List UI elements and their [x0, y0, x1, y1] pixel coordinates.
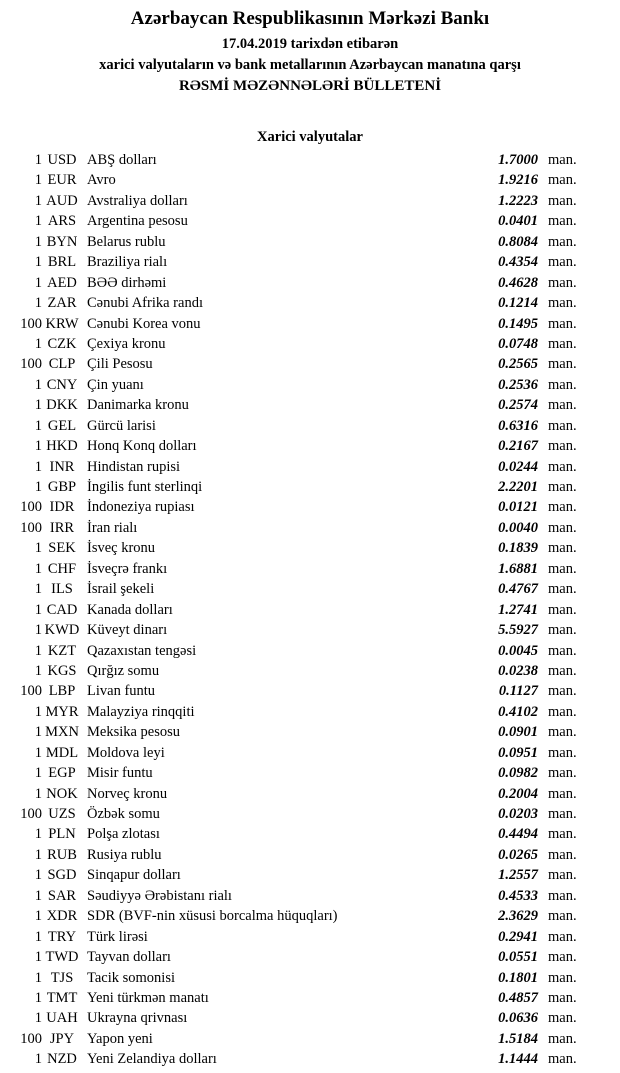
currency-unit: man.: [548, 560, 577, 577]
currency-unit: man.: [548, 703, 577, 720]
currency-name: İran rialı: [87, 519, 138, 536]
currency-rate: 1.2741: [498, 601, 538, 618]
currency-name: Tacik somonisi: [87, 969, 175, 986]
currency-unit: man.: [548, 315, 577, 332]
currency-name: Belarus rublu: [87, 233, 166, 250]
table-row: [0, 947, 620, 967]
currency-code: TJS: [50, 969, 74, 986]
currency-code: KRW: [45, 315, 79, 332]
currency-name: Çexiya kronu: [87, 335, 166, 352]
currency-name: Danimarka kronu: [87, 397, 189, 414]
currency-qty: 1: [34, 969, 42, 986]
bulletin-name: RƏSMİ MƏZƏNNƏLƏRİ BÜLLETENİ: [178, 78, 442, 94]
currency-unit: man.: [548, 172, 577, 189]
currency-unit: man.: [548, 458, 577, 475]
currency-name: Qırğız somu: [87, 662, 160, 679]
currency-unit: man.: [548, 192, 577, 209]
currency-qty: 1: [34, 765, 42, 782]
currency-qty: 100: [20, 315, 42, 332]
table-row: [0, 681, 620, 701]
currency-name: BƏƏ dirhəmi: [87, 274, 167, 291]
currency-code: USD: [47, 152, 77, 168]
currency-unit: man.: [548, 1010, 577, 1027]
currency-unit: man.: [548, 274, 577, 291]
currency-code: TWD: [45, 949, 79, 966]
currency-code: EGP: [48, 765, 76, 782]
table-row: [0, 395, 620, 415]
table-row: [0, 436, 620, 456]
table-row: [0, 191, 620, 211]
currency-unit: man.: [548, 1030, 577, 1047]
currency-rate: 0.1801: [498, 969, 538, 986]
currency-rate: 0.0901: [498, 724, 538, 741]
currency-unit: man.: [548, 581, 577, 598]
currency-name: Ukrayna qrivnası: [87, 1010, 188, 1027]
currency-qty: 1: [34, 540, 42, 557]
currency-qty: 100: [20, 1030, 42, 1047]
table-row: [0, 170, 620, 190]
table-row: [0, 314, 620, 334]
currency-rate: 0.0121: [498, 499, 538, 516]
currency-qty: 1: [34, 928, 42, 945]
currency-rate: 0.1839: [498, 540, 538, 557]
currency-qty: 1: [34, 887, 42, 904]
currency-unit: man.: [548, 356, 577, 373]
currency-rate: 0.2941: [498, 928, 538, 945]
currency-name: Səudiyyə Ərəbistanı rialı: [87, 887, 232, 904]
currency-name: Özbək somu: [87, 806, 160, 822]
currency-rate: 1.1444: [498, 1051, 538, 1068]
currency-rate: 0.4857: [498, 989, 538, 1006]
currency-qty: 1: [34, 560, 42, 577]
currency-unit: man.: [548, 662, 577, 679]
currency-qty: 1: [34, 662, 42, 679]
table-row: [0, 641, 620, 661]
currency-qty: 1: [34, 785, 42, 802]
currency-qty: 1: [34, 172, 42, 189]
currency-code: TMT: [46, 989, 78, 1006]
currency-unit: man.: [548, 152, 577, 168]
currency-code: MXN: [45, 724, 79, 741]
table-row: [0, 661, 620, 681]
currency-rate: 0.4102: [498, 703, 538, 720]
currency-qty: 1: [34, 335, 42, 352]
currency-qty: 1: [34, 213, 42, 230]
currency-qty: 1: [34, 417, 42, 434]
table-row: [0, 375, 620, 395]
section-title-foreign-currencies: Xarici valyutalar: [257, 129, 363, 145]
currency-unit: man.: [548, 397, 577, 414]
currency-rate: 0.0244: [498, 458, 538, 475]
currency-qty: 1: [34, 703, 42, 720]
currency-name: Yapon yeni: [87, 1030, 153, 1047]
currency-unit: man.: [548, 969, 577, 986]
currency-qty: 1: [34, 846, 42, 863]
currency-name: İndoneziya rupiası: [87, 499, 195, 516]
currency-rate: 0.4628: [498, 274, 538, 291]
currency-rate: 1.7000: [498, 152, 538, 168]
currency-code: SGD: [47, 867, 77, 884]
currency-name: Malayziya rinqqiti: [87, 703, 195, 720]
currency-name: Qazaxıstan tengəsi: [87, 642, 197, 659]
table-row: [0, 988, 620, 1008]
currency-qty: 1: [34, 724, 42, 741]
table-row: [0, 579, 620, 599]
table-row: [0, 150, 620, 170]
currency-code: PLN: [48, 826, 76, 843]
currency-code: GBP: [47, 479, 77, 495]
currency-code: DKK: [46, 397, 78, 414]
currency-name: Moldova leyi: [87, 744, 165, 761]
table-row: [0, 273, 620, 293]
currency-name: Livan funtu: [87, 683, 156, 700]
currency-code: AED: [47, 274, 77, 291]
currency-rate: 1.2223: [498, 192, 538, 209]
currency-rate: 1.5184: [498, 1030, 538, 1047]
table-row: [0, 763, 620, 783]
table-row: [0, 211, 620, 231]
currency-qty: 1: [34, 274, 42, 291]
table-row: [0, 906, 620, 926]
currency-qty: 1: [34, 397, 42, 414]
currency-qty: 100: [20, 683, 42, 700]
currency-unit: man.: [548, 887, 577, 904]
table-row: [0, 1008, 620, 1028]
currency-rate: 0.0748: [498, 335, 538, 352]
currency-rate: 0.0401: [498, 213, 538, 230]
currency-unit: man.: [548, 417, 577, 434]
currency-qty: 1: [34, 254, 42, 271]
currency-unit: man.: [548, 438, 577, 455]
table-row: [0, 968, 620, 988]
currency-name: Honq Konq dolları: [87, 438, 197, 455]
currency-unit: man.: [548, 642, 577, 659]
currency-unit: man.: [548, 1051, 577, 1068]
currency-rate: 0.0040: [498, 519, 538, 536]
currency-name: Çin yuanı: [87, 376, 144, 393]
currency-unit: man.: [548, 949, 577, 966]
table-row: [0, 293, 620, 313]
currency-name: Avro: [87, 172, 116, 189]
currency-qty: 100: [20, 499, 42, 516]
table-row: [0, 334, 620, 354]
bulletin-subtitle: xarici valyutaların və bank metallarının Azərbaycan manatına qarşı: [99, 57, 521, 73]
currency-rate: 0.6316: [498, 417, 538, 434]
currency-qty: 1: [34, 233, 42, 250]
currency-name: Norveç kronu: [87, 785, 168, 802]
currency-code: XDR: [46, 908, 78, 925]
currency-qty: 1: [34, 192, 42, 209]
currency-qty: 100: [20, 356, 42, 373]
bank-title: Azərbaycan Respublikasının Mərkəzi Bankı: [130, 8, 490, 29]
currency-rate: 0.0045: [498, 642, 538, 659]
currency-unit: man.: [548, 622, 577, 639]
currency-unit: man.: [548, 785, 577, 802]
currency-rate: 0.1495: [498, 315, 538, 332]
currency-rate: 0.0551: [498, 949, 538, 966]
currency-code: AUD: [46, 192, 78, 209]
currency-code: TRY: [47, 928, 77, 945]
currency-unit: man.: [548, 479, 577, 495]
bulletin-header: [0, 0, 620, 96]
currency-code: CAD: [46, 601, 78, 618]
table-row: [0, 784, 620, 804]
currency-rate: 1.6881: [498, 560, 538, 577]
currency-qty: 1: [34, 458, 42, 475]
currency-code: INR: [49, 458, 75, 475]
currency-rate: 0.0265: [498, 846, 538, 863]
currency-unit: man.: [548, 213, 577, 230]
currency-code: ZAR: [47, 295, 77, 312]
currency-name: Yeni türkmən manatı: [87, 989, 209, 1006]
currency-unit: man.: [548, 376, 577, 393]
currency-name: Hindistan rupisi: [87, 458, 181, 475]
currency-qty: 1: [34, 744, 42, 761]
currency-name: İngilis funt sterlinqi: [87, 479, 203, 495]
currency-unit: man.: [548, 499, 577, 516]
currency-qty: 100: [20, 806, 42, 822]
currency-rate: 2.2201: [498, 479, 538, 495]
table-row: [0, 743, 620, 763]
table-row: [0, 559, 620, 579]
currency-code: NOK: [46, 785, 78, 802]
currency-rate: 0.2574: [498, 397, 538, 414]
currency-rate: 0.0636: [498, 1010, 538, 1027]
currency-unit: man.: [548, 989, 577, 1006]
table-row: [0, 416, 620, 436]
currency-rate: 0.0203: [498, 806, 538, 822]
currency-name: Meksika pesosu: [87, 724, 181, 741]
currency-rate: 0.1127: [498, 683, 538, 700]
currency-name: Kanada dolları: [87, 601, 173, 618]
currency-unit: man.: [548, 519, 577, 536]
currency-rate: 0.0238: [498, 662, 538, 679]
table-row: [0, 824, 620, 844]
currency-code: LBP: [48, 683, 76, 700]
currency-qty: 1: [34, 949, 42, 966]
currency-unit: man.: [548, 908, 577, 925]
currency-name: Tayvan dolları: [87, 949, 171, 966]
currency-rate: 0.2167: [498, 438, 538, 455]
currency-name: Küveyt dinarı: [87, 622, 168, 639]
currency-unit: man.: [548, 233, 577, 250]
currency-qty: 1: [34, 642, 42, 659]
currency-unit: man.: [548, 806, 577, 822]
currency-rate: 2.3629: [498, 908, 538, 925]
table-row: [0, 232, 620, 252]
currency-qty: 1: [34, 601, 42, 618]
currency-code: IRR: [49, 519, 75, 536]
currency-name: Rusiya rublu: [87, 846, 162, 863]
currency-code: KZT: [47, 642, 77, 659]
currency-code: CLP: [48, 356, 76, 373]
currency-code: JPY: [49, 1030, 75, 1047]
currency-name: Yeni Zelandiya dolları: [87, 1051, 217, 1068]
currency-code: GEL: [47, 417, 77, 434]
currency-qty: 100: [20, 519, 42, 536]
table-row: [0, 722, 620, 742]
currency-code: MDL: [45, 744, 79, 761]
currency-qty: 1: [34, 867, 42, 884]
currency-rate: 0.4767: [498, 581, 538, 598]
currency-qty: 1: [34, 295, 42, 312]
currency-code: BYN: [46, 233, 78, 250]
currency-rate: 0.2004: [498, 785, 538, 802]
currency-code: BRL: [47, 254, 77, 271]
table-row: [0, 804, 620, 824]
table-row: [0, 252, 620, 272]
rates-table: [0, 150, 620, 1070]
currency-code: HKD: [46, 438, 78, 455]
currency-qty: 1: [34, 438, 42, 455]
currency-name: Argentina pesosu: [87, 213, 188, 230]
currency-name: İsveç kronu: [87, 540, 156, 557]
currency-name: Gürcü larisi: [87, 417, 156, 434]
table-row: [0, 1049, 620, 1069]
currency-name: Cənubi Korea vonu: [87, 315, 201, 332]
currency-unit: man.: [548, 335, 577, 352]
currency-name: Avstraliya dolları: [87, 192, 188, 209]
currency-name: Türk lirəsi: [87, 928, 148, 945]
currency-rate: 1.2557: [498, 867, 538, 884]
currency-rate: 0.8084: [498, 233, 538, 250]
currency-code: SAR: [47, 887, 77, 904]
currency-rate: 0.1214: [498, 295, 538, 312]
currency-code: NZD: [47, 1051, 77, 1068]
currency-code: CZK: [47, 335, 77, 352]
currency-qty: 1: [34, 1051, 42, 1068]
currency-unit: man.: [548, 765, 577, 782]
table-row: [0, 865, 620, 885]
currency-code: SEK: [48, 540, 76, 557]
currency-code: ILS: [51, 581, 73, 598]
currency-unit: man.: [548, 744, 577, 761]
currency-code: UZS: [48, 806, 76, 822]
currency-unit: man.: [548, 683, 577, 700]
currency-unit: man.: [548, 295, 577, 312]
currency-unit: man.: [548, 601, 577, 618]
currency-name: Polşa zlotası: [87, 826, 160, 843]
currency-code: RUB: [47, 846, 77, 863]
effective-date: 17.04.2019 tarixdən etibarən: [221, 36, 399, 52]
currency-name: İsveçrə frankı: [87, 560, 168, 577]
currency-unit: man.: [548, 540, 577, 557]
currency-qty: 1: [34, 826, 42, 843]
currency-code: UAH: [46, 1010, 78, 1027]
currency-qty: 1: [34, 152, 42, 168]
currency-name: İsrail şekeli: [87, 581, 155, 598]
currency-rate: 0.0951: [498, 744, 538, 761]
currency-name: Cənubi Afrika randı: [87, 295, 203, 312]
currency-name: Braziliya rialı: [87, 254, 168, 271]
currency-name: Misir funtu: [87, 765, 153, 782]
currency-unit: man.: [548, 724, 577, 741]
table-row: [0, 354, 620, 374]
table-row: [0, 497, 620, 517]
currency-qty: 1: [34, 989, 42, 1006]
table-row: [0, 600, 620, 620]
currency-name: SDR (BVF-nin xüsusi borcalma hüquqları): [87, 908, 338, 925]
currency-code: IDR: [49, 499, 75, 516]
currency-unit: man.: [548, 928, 577, 945]
currency-unit: man.: [548, 826, 577, 843]
currency-qty: 1: [34, 622, 42, 639]
currency-unit: man.: [548, 254, 577, 271]
currency-rate: 0.4354: [498, 254, 538, 271]
table-row: [0, 538, 620, 558]
table-row: [0, 620, 620, 640]
currency-rate: 0.0982: [498, 765, 538, 782]
table-row: [0, 702, 620, 722]
currency-unit: man.: [548, 867, 577, 884]
currency-rate: 0.2565: [498, 356, 538, 373]
currency-qty: 1: [34, 908, 42, 925]
table-row: [0, 1029, 620, 1049]
currency-unit: man.: [548, 846, 577, 863]
currency-code: KGS: [47, 662, 77, 679]
table-row: [0, 477, 620, 497]
currency-code: ARS: [47, 213, 77, 230]
currency-rate: 0.2536: [498, 376, 538, 393]
currency-code: CNY: [46, 376, 78, 393]
currency-code: EUR: [47, 172, 77, 189]
currency-code: KWD: [44, 622, 80, 639]
table-row: [0, 845, 620, 865]
currency-qty: 1: [34, 376, 42, 393]
currency-rate: 5.5927: [498, 622, 538, 639]
currency-qty: 1: [34, 479, 42, 495]
currency-name: Çili Pesosu: [87, 356, 153, 373]
currency-qty: 1: [34, 1010, 42, 1027]
currency-qty: 1: [34, 581, 42, 598]
table-row: [0, 457, 620, 477]
currency-code: MYR: [45, 703, 79, 720]
currency-rate: 0.4533: [498, 887, 538, 904]
table-row: [0, 927, 620, 947]
table-row: [0, 886, 620, 906]
currency-rate: 1.9216: [498, 172, 538, 189]
currency-name: ABŞ dolları: [87, 152, 157, 168]
currency-code: CHF: [47, 560, 77, 577]
currency-rate: 0.4494: [498, 826, 538, 843]
table-row: [0, 518, 620, 538]
currency-name: Sinqapur dolları: [87, 867, 181, 884]
